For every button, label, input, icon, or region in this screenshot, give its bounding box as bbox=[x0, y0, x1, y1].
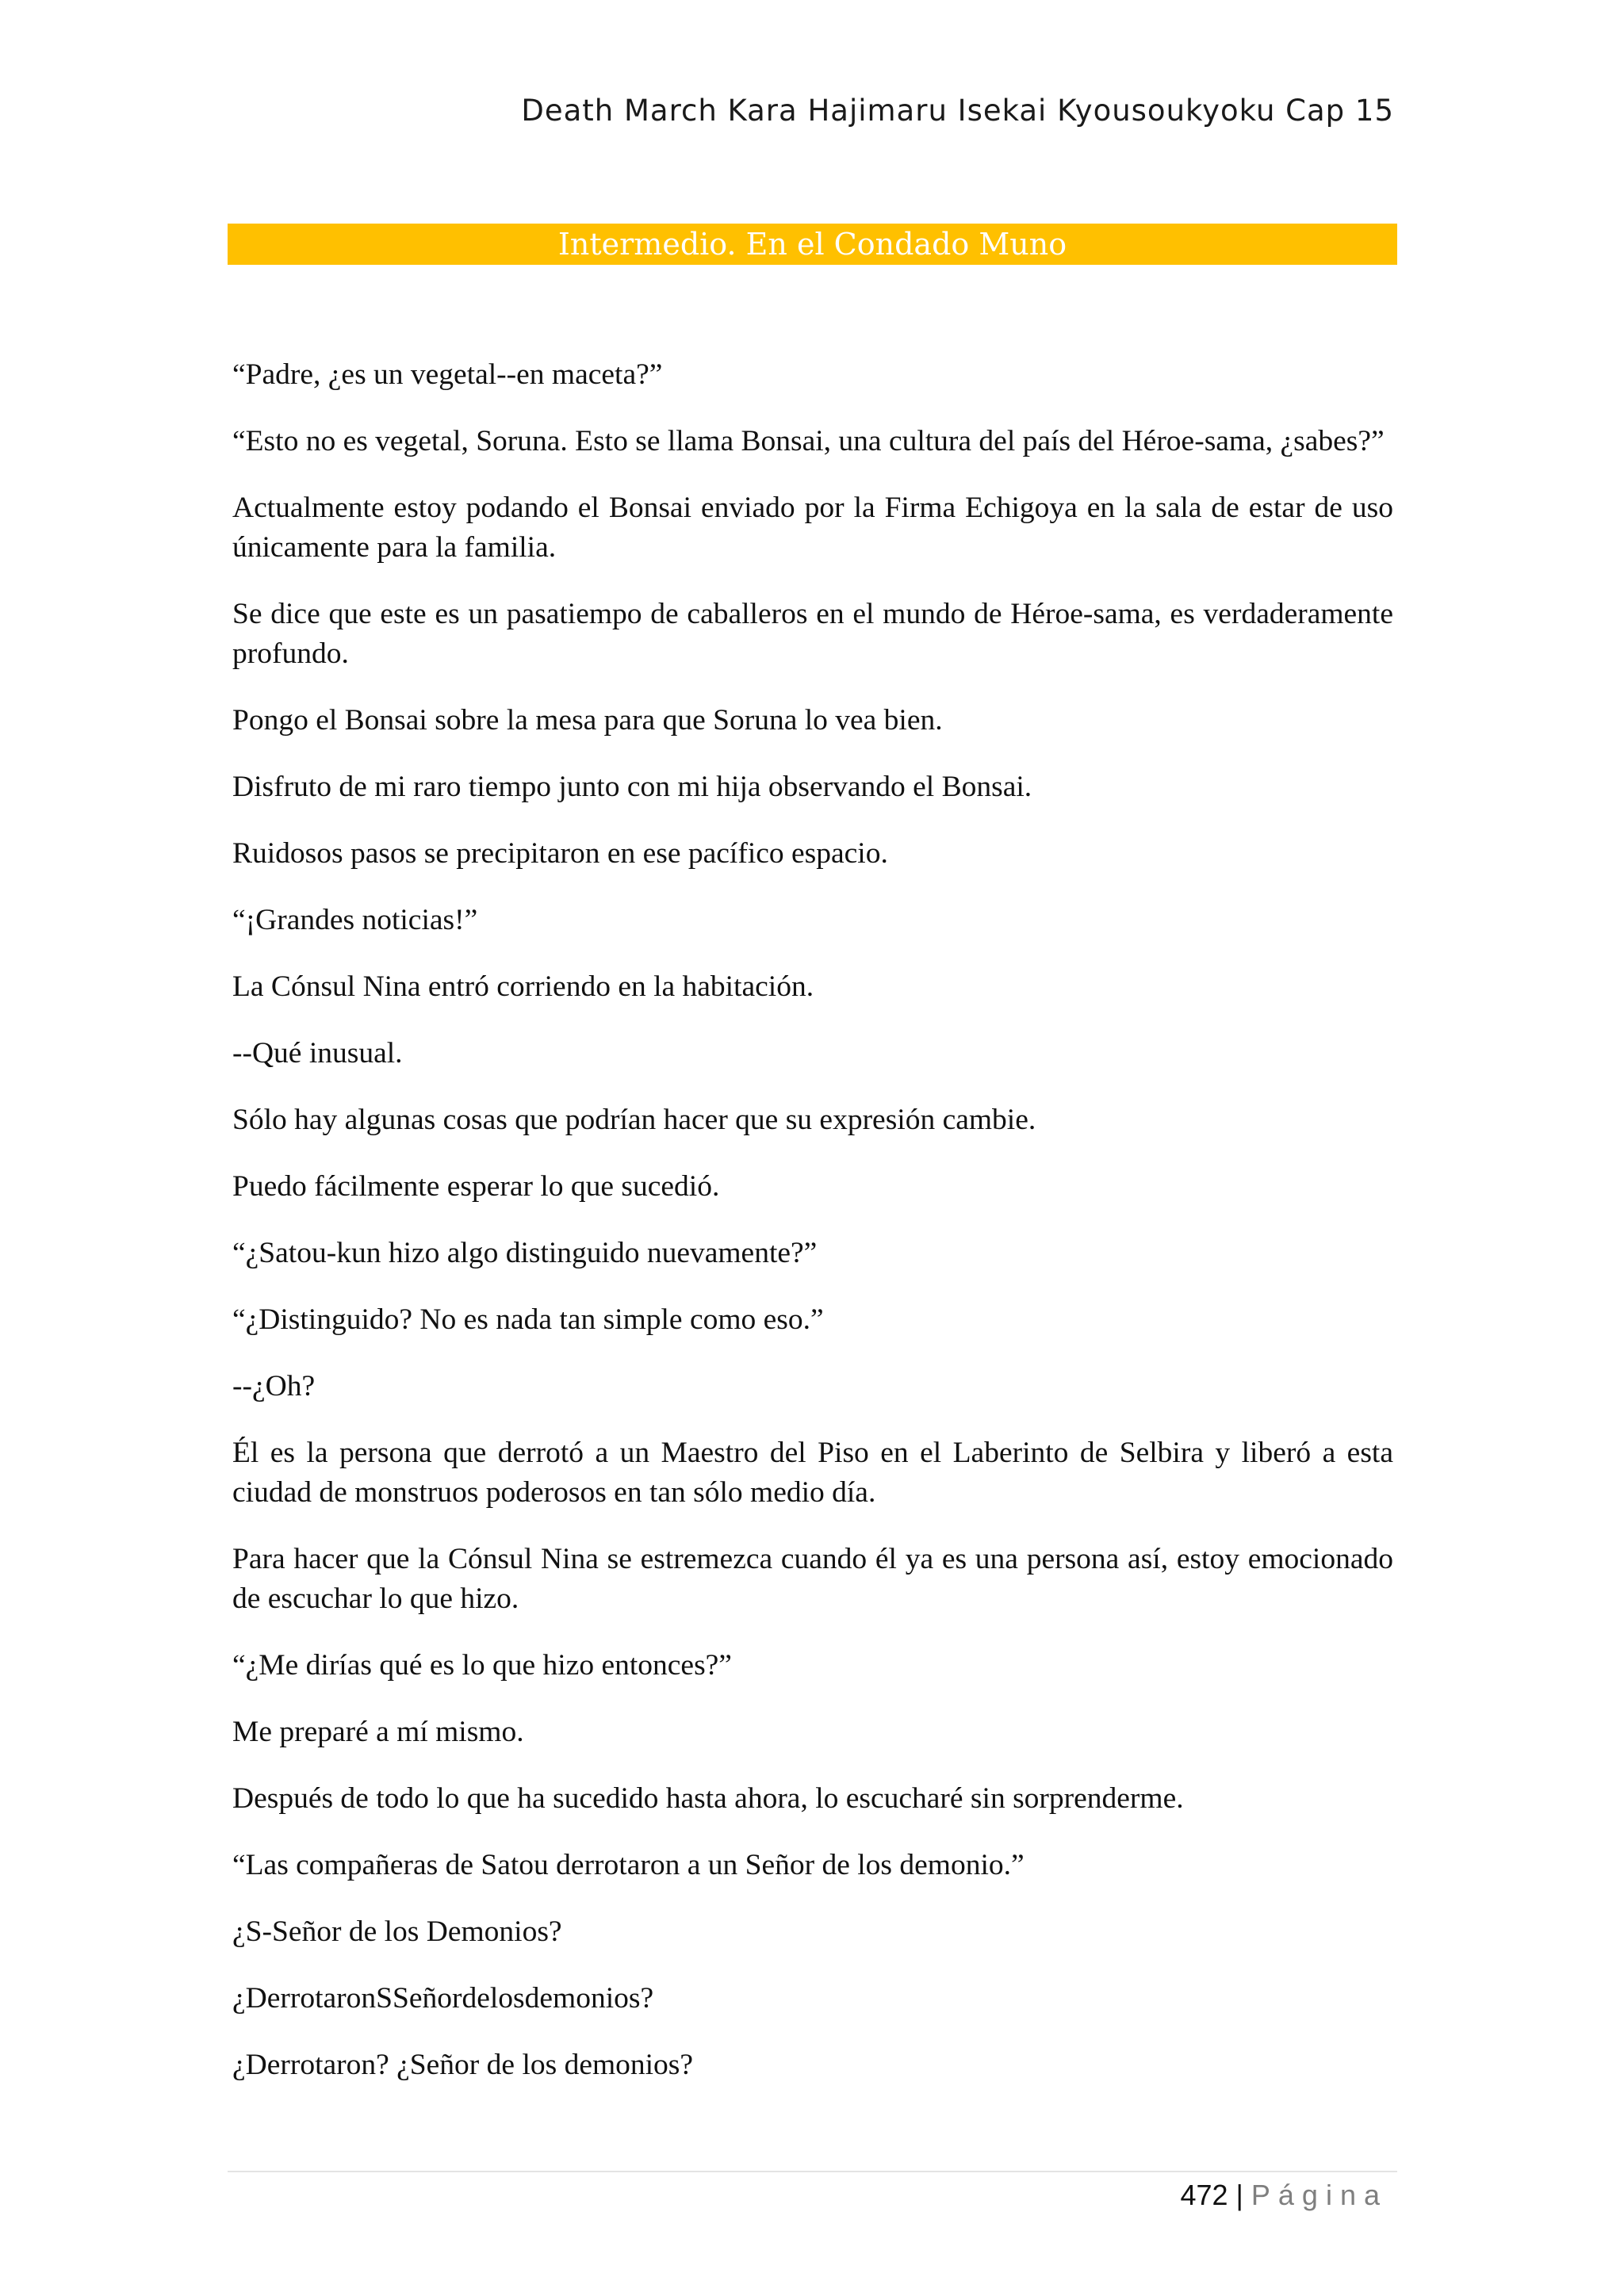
paragraph: Para hacer que la Cónsul Nina se estremezca cuando él ya es una persona así, estoy emocionado de escuchar lo que hizo. bbox=[232, 1543, 1393, 1615]
page-label: Página bbox=[1251, 2179, 1388, 2211]
body-text bbox=[232, 355, 1393, 2112]
paragraph: --Qué inusual. bbox=[232, 1037, 403, 1070]
paragraph: Pongo el Bonsai sobre la mesa para que Soruna lo vea bien. bbox=[232, 704, 943, 737]
paragraph: Actualmente estoy podando el Bonsai enviado por la Firma Echigoya en la sala de estar de uso únicamente para la familia. bbox=[232, 492, 1393, 564]
paragraph: “¿Satou-kun hizo algo distinguido nuevamente?” bbox=[232, 1237, 818, 1269]
paragraph: --¿Oh? bbox=[232, 1370, 316, 1402]
paragraph: Se dice que este es un pasatiempo de caballeros en el mundo de Héroe-sama, es verdaderamente profundo. bbox=[232, 598, 1393, 670]
paragraph: Puedo fácilmente esperar lo que sucedió. bbox=[232, 1170, 720, 1203]
page-number: 472 bbox=[1180, 2179, 1228, 2211]
paragraph: Después de todo lo que ha sucedido hasta ahora, lo escucharé sin sorprenderme. bbox=[232, 1782, 1184, 1815]
page-separator: | bbox=[1235, 2179, 1243, 2211]
paragraph: Ruidosos pasos se precipitaron en ese pacífico espacio. bbox=[232, 837, 888, 870]
paragraph: Me preparé a mí mismo. bbox=[232, 1716, 524, 1748]
page-footer bbox=[1180, 2175, 1388, 2215]
paragraph: Él es la persona que derrotó a un Maestro del Piso en el Laberinto de Selbira y liberó a esta ciudad de monstruos poderosos en tan sólo medio día. bbox=[232, 1437, 1393, 1509]
paragraph: ¿Derrotaron? ¿Señor de los demonios? bbox=[232, 2049, 694, 2081]
paragraph: ¿S-Señor de los Demonios? bbox=[232, 1915, 562, 1948]
footer-divider bbox=[228, 2171, 1397, 2172]
paragraph: “¿Me dirías qué es lo que hizo entonces?” bbox=[232, 1649, 732, 1682]
chapter-title: Intermedio. En el Condado Muno bbox=[557, 227, 1067, 262]
paragraph: “¿Distinguido? No es nada tan simple como eso.” bbox=[232, 1303, 824, 1336]
paragraph: “¡Grandes noticias!” bbox=[232, 904, 478, 936]
paragraph: Disfruto de mi raro tiempo junto con mi hija observando el Bonsai. bbox=[232, 771, 1032, 803]
paragraph: “Esto no es vegetal, Soruna. Esto se llama Bonsai, una cultura del país del Héroe-sama, ¿sabes?” bbox=[232, 425, 1385, 457]
running-header: Death March Kara Hajimaru Isekai Kyousoukyoku Cap 15 bbox=[521, 94, 1394, 128]
paragraph: ¿DerrotaronSSeñordelosdemonios? bbox=[232, 1982, 654, 2015]
paragraph: Sólo hay algunas cosas que podrían hacer que su expresión cambie. bbox=[232, 1104, 1036, 1136]
paragraph: La Cónsul Nina entró corriendo en la habitación. bbox=[232, 970, 814, 1003]
chapter-banner bbox=[228, 224, 1397, 265]
paragraph: “Las compañeras de Satou derrotaron a un Señor de los demonio.” bbox=[232, 1849, 1025, 1881]
paragraph: “Padre, ¿es un vegetal--en maceta?” bbox=[232, 358, 663, 391]
